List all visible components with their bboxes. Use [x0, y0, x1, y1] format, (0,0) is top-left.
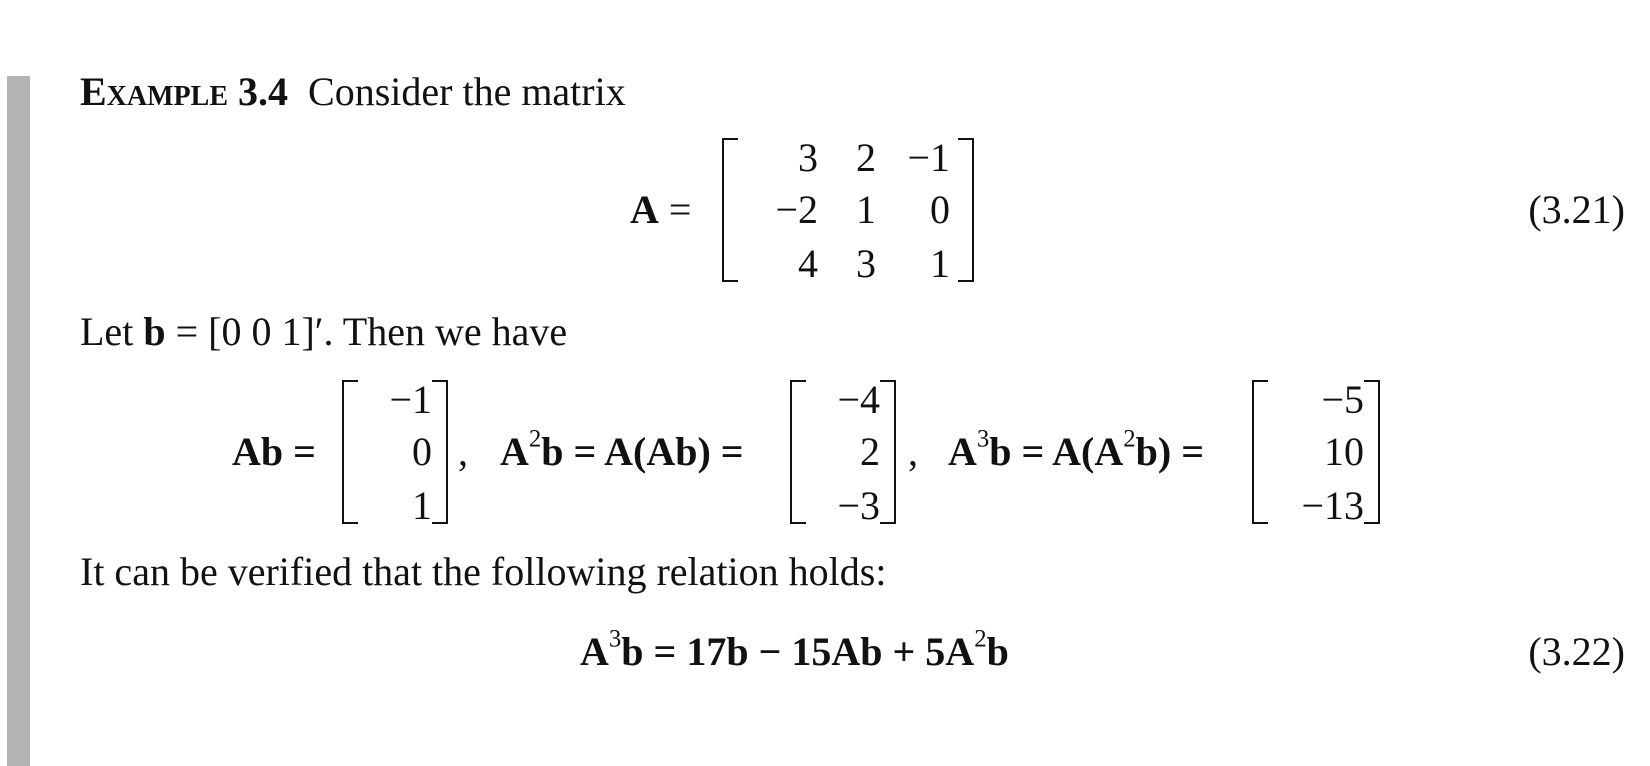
- matrix-cell: 3: [798, 135, 818, 180]
- right-bracket: [1364, 380, 1380, 524]
- vector-cell: −1: [389, 377, 432, 422]
- vector-cell: −5: [1321, 377, 1364, 422]
- vector-cell: 0: [412, 429, 432, 474]
- matrix-cell: 2: [856, 135, 876, 180]
- left-bracket: [722, 138, 738, 282]
- example-heading-line: [80, 68, 626, 115]
- example-intro: Consider the matrix: [308, 69, 626, 114]
- comma: ,: [458, 429, 468, 474]
- vector-cell: −3: [837, 483, 880, 528]
- left-bracket: [342, 380, 358, 524]
- right-bracket: [432, 380, 448, 524]
- verified-text: It can be verified that the following relation holds:: [80, 549, 887, 594]
- vector-cell: 2: [860, 429, 880, 474]
- vector-cell: −4: [837, 377, 880, 422]
- margin-bar: [7, 76, 30, 766]
- ab-lhs: Ab =: [232, 429, 316, 474]
- vector-ab: [340, 376, 450, 528]
- matrix-cell: 1: [930, 241, 950, 286]
- vector-cell: −13: [1301, 483, 1364, 528]
- a3b-lhs: $A^3b = A(A^2b)$ =: [948, 425, 1204, 474]
- equation-number-3-21: (3.21): [1528, 187, 1625, 232]
- example-label: Example 3.4: [80, 69, 289, 114]
- equation-number-3-22: (3.22): [1528, 629, 1625, 674]
- matrix-cell: 1: [856, 187, 876, 232]
- matrix-cell: 4: [798, 241, 818, 286]
- comma: ,: [908, 429, 918, 474]
- matrix-cell: −1: [907, 135, 950, 180]
- right-bracket: [958, 138, 974, 282]
- vector-a3b: [1250, 376, 1382, 528]
- vector-cell: 1: [412, 483, 432, 528]
- left-bracket: [790, 380, 806, 524]
- relation-equation: $A^3b = 17b - 15Ab + 5A^2b$: [580, 625, 1009, 674]
- matrix-cell: 3: [856, 241, 876, 286]
- vector-cell: 10: [1324, 429, 1364, 474]
- a2b-lhs: $A^2b = A(Ab)$ =: [500, 425, 744, 474]
- vector-a2b: [788, 376, 898, 528]
- matrix-cell: 0: [930, 187, 950, 232]
- left-bracket: [1252, 380, 1268, 524]
- right-bracket: [880, 380, 896, 524]
- matrix-a: [718, 134, 978, 286]
- matrix-a-lhs: A =: [630, 187, 692, 232]
- matrix-cell: −2: [775, 187, 818, 232]
- let-b-line: Let b = [0 0 1]′. Then we have: [80, 309, 568, 354]
